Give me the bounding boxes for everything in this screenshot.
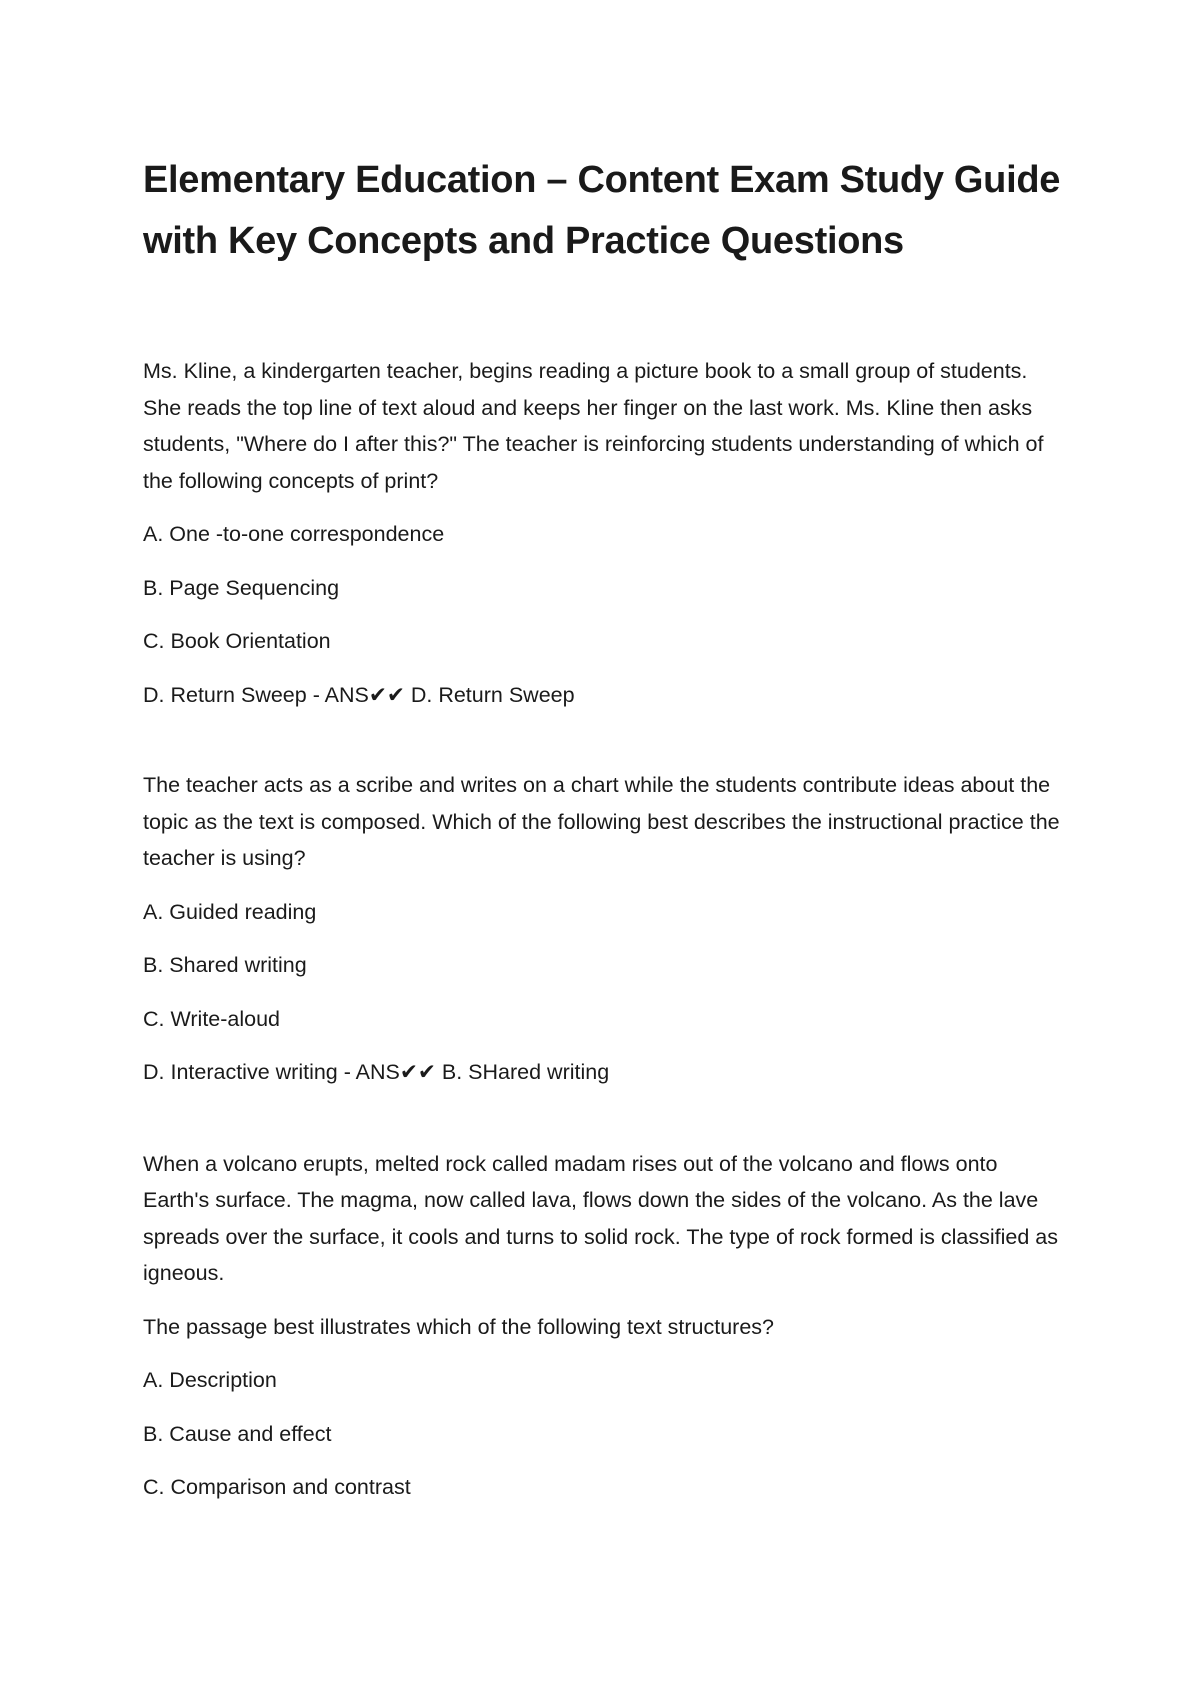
question-3 (143, 1146, 1063, 1506)
answer-option-b: B. Page Sequencing (143, 575, 340, 600)
answer-option-a: A. Description (143, 1368, 277, 1392)
question-stem: Ms. Kline, a kindergarten teacher, begins reading a picture book to a small group of students. She reads the top line of text aloud and keeps her finger on the last work. Ms. Kline then asks students, "Where do I after this?" The teacher is reinforcing students understanding of which of the following concepts of print? (143, 359, 1044, 493)
question-2 (143, 767, 1063, 1091)
answer-option-c: C. Comparison and contrast (143, 1475, 411, 1499)
question-prompt: The passage best illustrates which of the following text structures? (143, 1314, 774, 1339)
document-title: Elementary Education – Content Exam Study Guide with Key Concepts and Practice Questions (143, 159, 1061, 262)
answer-option-c: C. Write-aloud (143, 1006, 281, 1031)
answer-option-b: B. Cause and effect (143, 1421, 332, 1446)
answer-option-a: A. One -to-one correspondence (143, 522, 445, 546)
answer-option-c: C. Book Orientation (143, 629, 331, 653)
question-passage: When a volcano erupts, melted rock called madam rises out of the volcano and flows onto Earth's surface. The magma, now called lava, flows down the sides of the volcano. As the lave spreads over the surface, it cools and turns to solid rock. The type of rock formed is classified as igneous. (143, 1151, 1058, 1285)
answer-option-a: A. Guided reading (143, 899, 317, 924)
answer-option-b: B. Shared writing (143, 953, 307, 977)
question-stem: The teacher acts as a scribe and writes on a chart while the students contribute ideas about the topic as the text is composed. Which of the following best describes the instructional practice the teacher is using? (143, 773, 1060, 870)
answer-option-d-with-answer: D. Interactive writing - ANS✔✔ B. SHared writing (143, 1060, 610, 1084)
answer-option-d-with-answer: D. Return Sweep - ANS✔✔ D. Return Sweep (143, 682, 575, 707)
question-1 (143, 353, 1063, 713)
document-page (143, 150, 1063, 1506)
